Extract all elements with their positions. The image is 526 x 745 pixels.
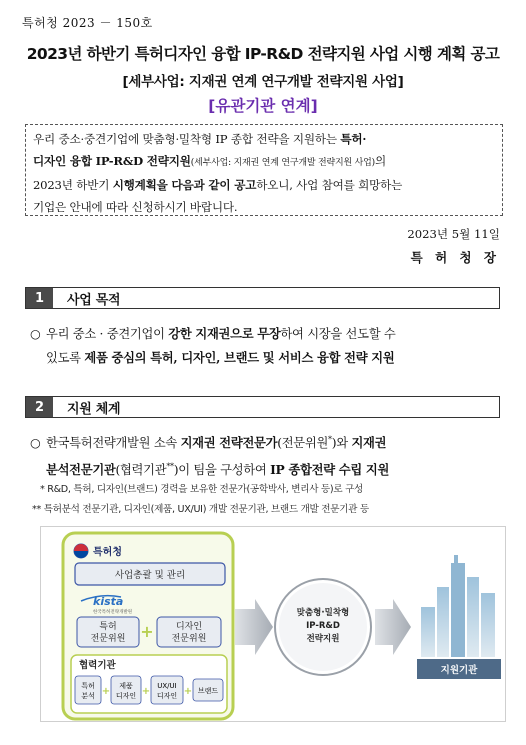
partner-label: 협력기관 xyxy=(79,660,116,671)
intro-text: 의 xyxy=(374,154,386,168)
kipo-label: 특허청 xyxy=(93,547,122,558)
section-header-system xyxy=(25,396,500,418)
partner-uxui-l2: 디자인 xyxy=(156,692,178,700)
diagram-svg xyxy=(41,527,507,723)
intro-text: 2023년 하반기 xyxy=(33,178,113,192)
system-bold: 분석전문기관 xyxy=(46,462,116,478)
section-title: 지원 체계 xyxy=(67,401,121,417)
partner-patent-l1: 특허 xyxy=(81,682,95,690)
system-bold: 지재권 전략전문가 xyxy=(180,435,278,451)
design-expert-l2: 전문위원 xyxy=(171,634,207,644)
intro-bold: 시행계획을 다음과 같이 공고 xyxy=(112,178,257,192)
section-title: 사업 목적 xyxy=(67,292,121,308)
partner-uxui-l1: UX/UI xyxy=(157,682,177,690)
plus-icon: + xyxy=(141,686,151,697)
intro-small: (세부사업: 지재권 연계 연구개발 전략지원 사업) xyxy=(190,158,375,168)
intro-text: 우리 중소·중견기업에 맞춤형·밀착형 IP 종합 전략을 지원하는 xyxy=(33,132,341,146)
purpose-text: 하여 시장을 선도할 수 xyxy=(280,327,396,341)
issuing-org: 특 허 청 장 xyxy=(410,250,500,265)
system-paragraph xyxy=(30,428,510,482)
city-buildings-icon xyxy=(421,555,495,657)
kista-sub: 한국특허전략개발원 xyxy=(93,610,133,615)
plus-icon: + xyxy=(183,686,193,697)
patent-expert-l2: 전문위원 xyxy=(90,634,126,644)
intro-text: 기업은 안내에 따라 신청하시기 바랍니다. xyxy=(33,200,238,214)
partner-product-l1: 제품 xyxy=(119,682,133,690)
bullet: ○ xyxy=(30,436,41,451)
section-number: 1 xyxy=(26,288,53,308)
footnote-2: ** 특허분석 전문기관, 디자인(제품, UX/UI) 개발 전문기관, 브랜드 개발 전문기관 등 xyxy=(32,504,369,515)
partner-brand: 브랜드 xyxy=(197,687,219,695)
patent-expert-l1: 특허 xyxy=(99,622,117,632)
support-system-diagram xyxy=(40,526,506,722)
system-text: (전문위원 xyxy=(277,436,329,451)
kipo-logo-icon xyxy=(74,544,88,558)
intro-bold: 디자인 융합 IP-R&D 전략지원 xyxy=(33,154,191,168)
center-line-3: 전략지원 xyxy=(306,634,340,644)
design-expert-l1: 디자인 xyxy=(175,622,203,632)
plus-icon: + xyxy=(140,622,154,641)
system-bold: IP 종합전략 수립 지원 xyxy=(270,462,390,478)
system-text: (협력기관 xyxy=(115,463,167,478)
footnote-mark: * xyxy=(328,435,332,444)
kista-logo: kista xyxy=(93,595,124,608)
page-title: 2023년 하반기 특허디자인 융합 IP-R&D 전략지원 사업 시행 계획 공고 xyxy=(26,45,500,63)
mgmt-label: 사업총괄 및 관리 xyxy=(114,570,186,581)
system-text: 한국특허전략개발원 소속 xyxy=(46,436,181,451)
target-label: 지원기관 xyxy=(440,665,478,676)
intro-text: 하오니, 사업 참여를 희망하는 xyxy=(256,178,403,192)
notice-date: 2023년 5월 11일 xyxy=(407,227,500,241)
purpose-bold: 강한 지재권으로 무장 xyxy=(168,326,281,341)
notice-number: 특허청 2023 － 150호 xyxy=(22,16,153,30)
partner-product-l2: 디자인 xyxy=(115,692,137,700)
partner-patent-l2: 분석 xyxy=(81,692,95,700)
section-number: 2 xyxy=(26,397,53,417)
footnote-1: * R&D, 특허, 디자인(브랜드) 경력을 보유한 전문가(공학박사, 변리사 등)로 구성 xyxy=(40,484,363,495)
purpose-text: 있도록 xyxy=(46,351,85,365)
purpose-bold: 제품 중심의 특허, 디자인, 브랜드 및 서비스 융합 전략 지원 xyxy=(84,350,395,365)
intro-box xyxy=(25,124,503,216)
arrow-right-icon xyxy=(235,599,273,655)
page-subtitle: [세부사업: 지재권 연계 연구개발 전략지원 사업] xyxy=(122,74,404,90)
section-header-purpose xyxy=(25,287,500,309)
plus-icon: + xyxy=(101,686,111,697)
system-text: )와 xyxy=(331,436,352,451)
purpose-text: 우리 중소 · 중견기업이 xyxy=(46,327,169,341)
system-text: )이 팀을 구성하여 xyxy=(173,463,271,478)
agency-tag: [유관기관 연계] xyxy=(208,97,318,115)
purpose-paragraph xyxy=(30,322,510,370)
footnote-mark: ** xyxy=(166,462,174,472)
arrow-right-icon xyxy=(375,599,411,655)
center-line-1: 맞춤형·밀착형 xyxy=(296,608,350,618)
intro-bold: 특허· xyxy=(340,132,367,146)
center-line-2: IP-R&D xyxy=(306,621,340,631)
bullet: ○ xyxy=(30,327,41,341)
system-bold: 지재권 xyxy=(351,435,387,451)
